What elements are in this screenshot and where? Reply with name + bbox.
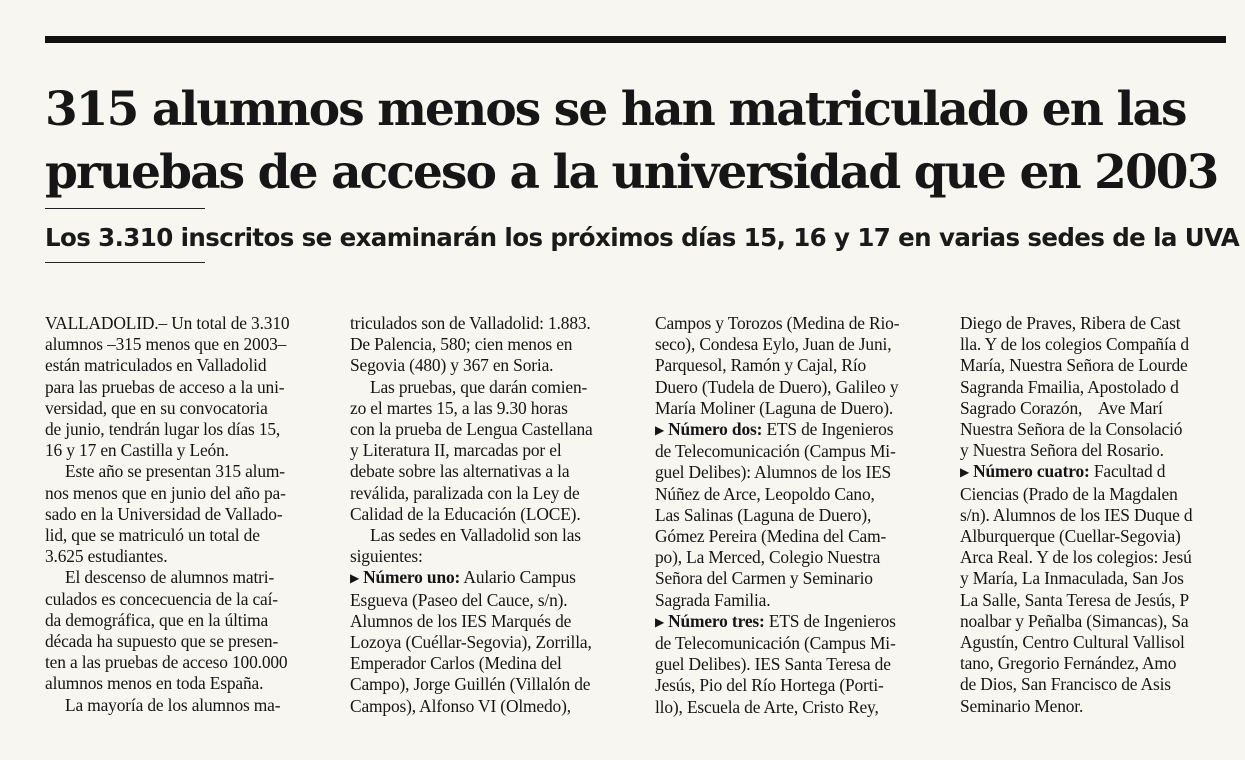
subtitle-rule-bottom	[45, 262, 205, 263]
text-line: Sagranda Fmailia, Apostolado d	[960, 376, 1179, 397]
top-rule	[45, 36, 1226, 43]
text-line: ten a las pruebas de acceso 100.000	[45, 652, 288, 673]
text-line: De Palencia, 580; cien menos en	[350, 334, 573, 355]
section-label: Número dos:	[668, 419, 763, 440]
text-line: Las sedes en Valladolid son las	[370, 525, 581, 546]
section-numero-uno	[350, 567, 632, 589]
text-line: guel Delibes). IES Santa Teresa de	[655, 654, 891, 675]
text-line: reválida, paralizada con la Ley de	[350, 482, 580, 503]
text-line: debate sobre las alternativas a la	[350, 461, 570, 482]
text-line: Las Salinas (Laguna de Duero),	[655, 504, 872, 525]
headline-line-2: pruebas de acceso a la universidad que en 2003	[45, 145, 1218, 200]
text-line: Sagrada Familia.	[655, 589, 771, 610]
text-line: de junio, tendrán lugar los días 15,	[45, 419, 281, 440]
section-label: Número uno:	[363, 567, 461, 588]
text-line: La mayoría de los alumnos ma-	[65, 694, 281, 715]
text-line: Esgueva (Paseo del Cauce, s/n).	[350, 589, 568, 610]
text-line: guel Delibes): Alumnos de los IES	[655, 462, 892, 483]
text-line: con la prueba de Lengua Castellana	[350, 419, 593, 440]
text-line: nos menos que en junio del año pa-	[45, 482, 286, 503]
text-line: y Nuestra Señora del Rosario.	[960, 440, 1164, 461]
text-line: Nuestra Señora de la Consolació	[960, 419, 1183, 440]
text-line: Núñez de Arce, Leopoldo Cano,	[655, 483, 875, 504]
article-column-3	[655, 313, 937, 753]
text-line: Segovia (480) y 367 en Soria.	[350, 355, 554, 376]
headline	[45, 78, 1225, 204]
text-line: Seminario Menor.	[960, 695, 1084, 716]
headline-line-1: 315 alumnos menos se han matriculado en las	[45, 82, 1186, 137]
text-fragment: Aulario Campus	[460, 567, 576, 588]
section-label: Número cuatro:	[973, 461, 1090, 482]
text-line: tano, Gregorio Fernández, Amo	[960, 653, 1177, 674]
text-line: para las pruebas de acceso a la uni-	[45, 376, 285, 397]
text-line: de Telecomunicación (Campus Mi-	[655, 441, 896, 462]
text-line: noalbar y Peñalba (Simancas), Sa	[960, 610, 1189, 631]
text-line: El descenso de alumnos matri-	[65, 567, 275, 588]
text-line: culados es concecuencia de la caí-	[45, 588, 278, 609]
text-line: 3.625 estudiantes.	[45, 546, 168, 567]
text-line: Emperador Carlos (Medina del	[350, 653, 562, 674]
text-line: María, Nuestra Señora de Lourde	[960, 355, 1188, 376]
text-line: seco), Condesa Eylo, Juan de Juni,	[655, 334, 892, 355]
text-line: Campo), Jorge Guillén (Villalón de	[350, 674, 591, 695]
text-line: siguientes:	[350, 546, 423, 567]
text-line: Lozoya (Cuéllar-Segovia), Zorrilla,	[350, 632, 592, 653]
text-line: alumnos menos en toda España.	[45, 673, 264, 694]
section-numero-dos	[655, 419, 937, 441]
text-line: década ha supuesto que se presen-	[45, 631, 279, 652]
text-line: Parquesol, Ramón y Cajal, Río	[655, 355, 867, 376]
text-line: Señora del Carmen y Seminario	[655, 568, 873, 589]
text-line: triculados son de Valladolid: 1.883.	[350, 313, 591, 333]
text-line: Ciencias (Prado de la Magdalen	[960, 483, 1178, 504]
text-line: Alburquerque (Cuellar-Segovia)	[960, 526, 1181, 547]
text-line: María Moliner (Laguna de Duero).	[655, 397, 894, 418]
bullet-arrow-icon: ▶	[350, 571, 360, 586]
bullet-arrow-icon: ▶	[655, 423, 665, 438]
text-line: La Salle, Santa Teresa de Jesús, P	[960, 589, 1190, 610]
text-line: zo el martes 15, a las 9.30 horas	[350, 397, 568, 418]
text-line: Las pruebas, que darán comien-	[370, 376, 588, 397]
text-line: Duero (Tudela de Duero), Galileo y	[655, 376, 899, 397]
text-line: Alumnos de los IES Marqués de	[350, 610, 572, 631]
text-line: están matriculados en Valladolid	[45, 355, 267, 376]
text-line: Arca Real. Y de los colegios: Jesú	[960, 547, 1192, 568]
text-fragment: ETS de Ingenieros	[764, 610, 896, 631]
text-line: Campos y Torozos (Medina de Rio-	[655, 313, 900, 333]
text-line: Agustín, Centro Cultural Vallisol	[960, 632, 1185, 653]
text-line: lla. Y de los colegios Compañía d	[960, 334, 1189, 355]
text-line: po), La Merced, Colegio Nuestra	[655, 547, 881, 568]
article-column-4	[960, 313, 1245, 753]
text-line: Calidad de la Educación (LOCE).	[350, 503, 581, 524]
text-line: Sagrado Corazón, Ave Marí	[960, 397, 1163, 418]
text-line: de Dios, San Francisco de Asis	[960, 674, 1171, 695]
text-line: y María, La Inmaculada, San Jos	[960, 568, 1184, 589]
text-line: Este año se presentan 315 alum-	[65, 461, 285, 482]
text-line: llo), Escuela de Arte, Cristo Rey,	[655, 696, 879, 717]
text-fragment: Facultad d	[1089, 461, 1166, 482]
text-line: de Telecomunicación (Campus Mi-	[655, 633, 896, 654]
text-line: y Literatura II, marcadas por el	[350, 440, 562, 461]
article-column-1	[45, 313, 327, 753]
text-line: s/n). Alumnos de los IES Duque d	[960, 504, 1193, 525]
text-fragment: ETS de Ingenieros	[762, 419, 894, 440]
text-line: Campos), Alfonso VI (Olmedo),	[350, 695, 571, 716]
text-line: alumnos –315 menos que en 2003–	[45, 334, 287, 355]
section-label: Número tres:	[668, 610, 765, 631]
subtitle-rule-top	[45, 208, 205, 209]
text-line: sado en la Universidad de Vallado-	[45, 503, 283, 524]
section-numero-cuatro	[960, 461, 1245, 483]
section-numero-tres	[655, 611, 937, 633]
bullet-arrow-icon: ▶	[655, 614, 665, 629]
subtitle: Los 3.310 inscritos se examinarán los próximos días 15, 16 y 17 en varias sedes de la UVA	[45, 223, 1240, 252]
text-line: lid, que se matriculó un total de	[45, 525, 260, 546]
text-line: 16 y 17 en Castilla y León.	[45, 440, 229, 461]
text-line: da demográfica, que en la última	[45, 609, 269, 630]
text-line: versidad, que en su convocatoria	[45, 397, 268, 418]
article-column-2	[350, 313, 632, 753]
text-line: VALLADOLID.– Un total de 3.310	[45, 313, 290, 333]
text-line: Diego de Praves, Ribera de Cast	[960, 313, 1181, 333]
bullet-arrow-icon: ▶	[960, 465, 970, 480]
text-line: Gómez Pereira (Medina del Cam-	[655, 526, 887, 547]
text-line: Jesús, Pio del Río Hortega (Porti-	[655, 675, 884, 696]
